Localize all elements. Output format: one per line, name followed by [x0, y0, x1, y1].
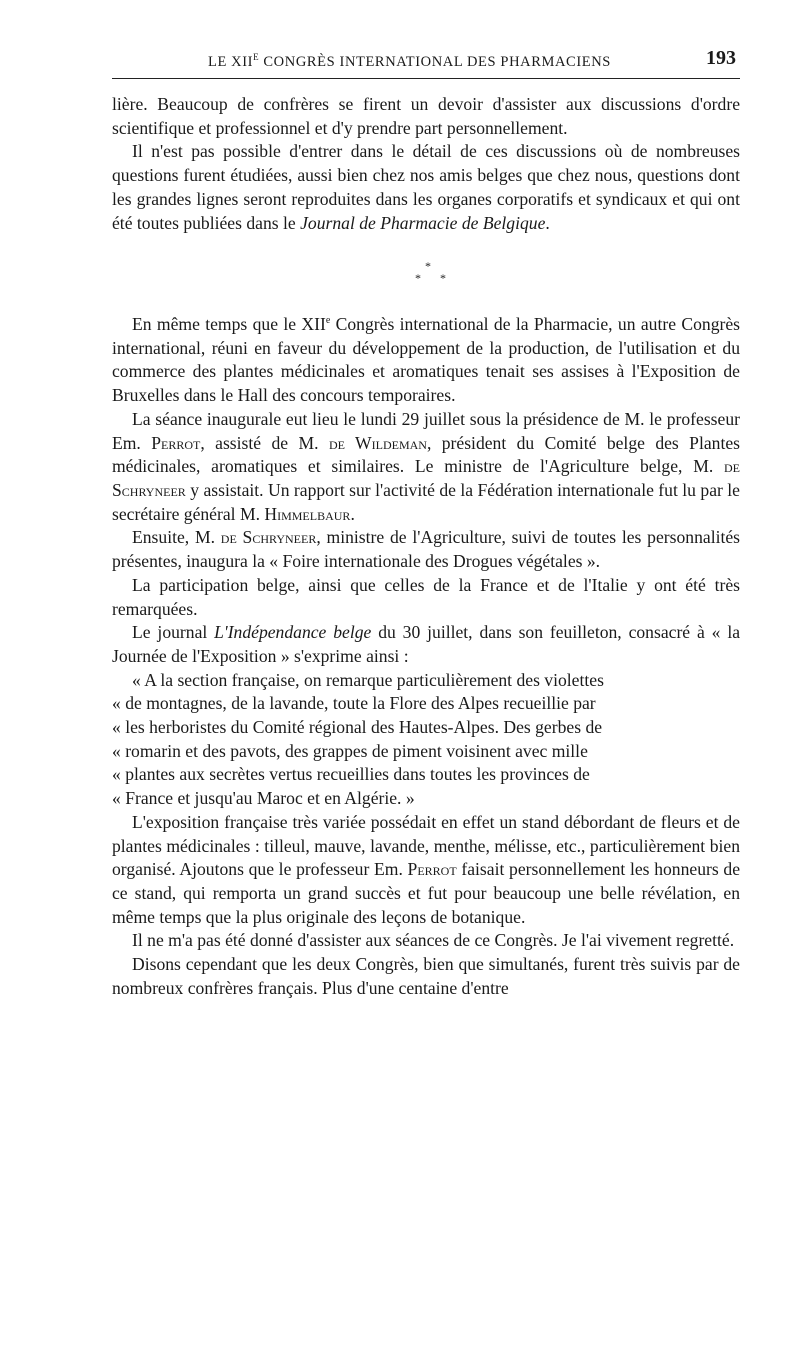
quote-line: « France et jusqu'au Maroc et en Algérie. » [112, 788, 415, 809]
quote-line: « de montagnes, de la lavande, toute la Flore des Alpes recueillie par [112, 693, 596, 714]
paragraph: Ensuite, M. de Schryneer, ministre de l'Agriculture, suivi de toutes les personnalités présentes, inaugura la « Foire internationale des Drogues végétales ». [112, 527, 741, 572]
paragraph: Il ne m'a pas été donné d'assister aux séances de ce Congrès. Je l'ai vivement regretté. [132, 930, 735, 951]
body-text [112, 93, 740, 1000]
running-header [112, 44, 740, 79]
section-separator-asterism: * * * [415, 259, 454, 286]
quote-line: « A la section française, on remarque particulièrement des violettes [132, 669, 604, 690]
paragraph: La participation belge, ainsi que celles de la France et de l'Italie y ont été très remarquées. [112, 574, 740, 619]
header-title: LE $XII^E$ CONGRÈS INTERNATIONAL DES PHARMACIENS [208, 52, 611, 70]
paragraph: Il n'est pas possible d'entrer dans le détail de ces discussions où de nombreuses questions furent étudiées, aussi bien chez nos amis belges que chez nous, questions dont les grandes lignes seront reproduites dans les organes corporatifs et syndicaux et qui ont été toutes publiées dans le Journal de Pharmacie de Belgique. [112, 141, 740, 233]
quote-line: « romarin et des pavots, des grappes de piment voisinent avec mille [112, 740, 588, 761]
document-page [112, 44, 740, 1000]
quote-line: « les herboristes du Comité régional des Hautes-Alpes. Des gerbes de [112, 717, 603, 738]
paragraph: Le journal L'Indépendance belge du 30 juillet, dans son feuilleton, consacré à « la Journée de l'Exposition » s'exprime ainsi : [112, 622, 741, 666]
paragraph: En même temps que le XIIe Congrès international de la Pharmacie, un autre Congrès international, réuni en faveur du développement de la production, de l'utilisation et du commerce des plantes médicinales et aromatiques tenait ses assises à l'Exposition de Bruxelles dans le Hall des concours temporaires. [112, 314, 740, 406]
paragraph: lière. Beaucoup de confrères se firent un devoir d'assister aux discussions d'ordre scientifique et professionnel et d'y prendre part personnellement. [112, 94, 740, 138]
paragraph: La séance inaugurale eut lieu le lundi 29 juillet sous la présidence de M. le professeur Em. Perrot, assisté de M. de Wildeman, président du Comité belge des Plantes médicinales, aromatiques et similaires. Le ministre de l'Agriculture belge, M. de Schryneer y assistait. Un rapport sur l'activité de la Fédération internationale fut lu par le secrétaire général M. Himmelbaur. [112, 408, 740, 524]
page-number: 193 [706, 47, 736, 69]
quotation [112, 669, 740, 811]
paragraph: Disons cependant que les deux Congrès, bien que simultanés, furent très suivis par de nombreux confrères français. Plus d'une centaine d'entre [112, 954, 740, 998]
quote-line: « plantes aux secrètes vertus recueillies dans toutes les provinces de [112, 764, 590, 785]
paragraph: L'exposition française très variée possédait en effet un stand débordant de fleurs et de plantes médicinales : tilleul, mauve, lavande, menthe, mélisse, etc., particulièrement bien organisé. Ajoutons que le professeur Em. Perrot faisait personnellement les honneurs de ce stand, qui remporta un grand succès et fut pour beaucoup une belle révélation, en même temps que la plus originale des leçons de botanique. [112, 811, 741, 927]
